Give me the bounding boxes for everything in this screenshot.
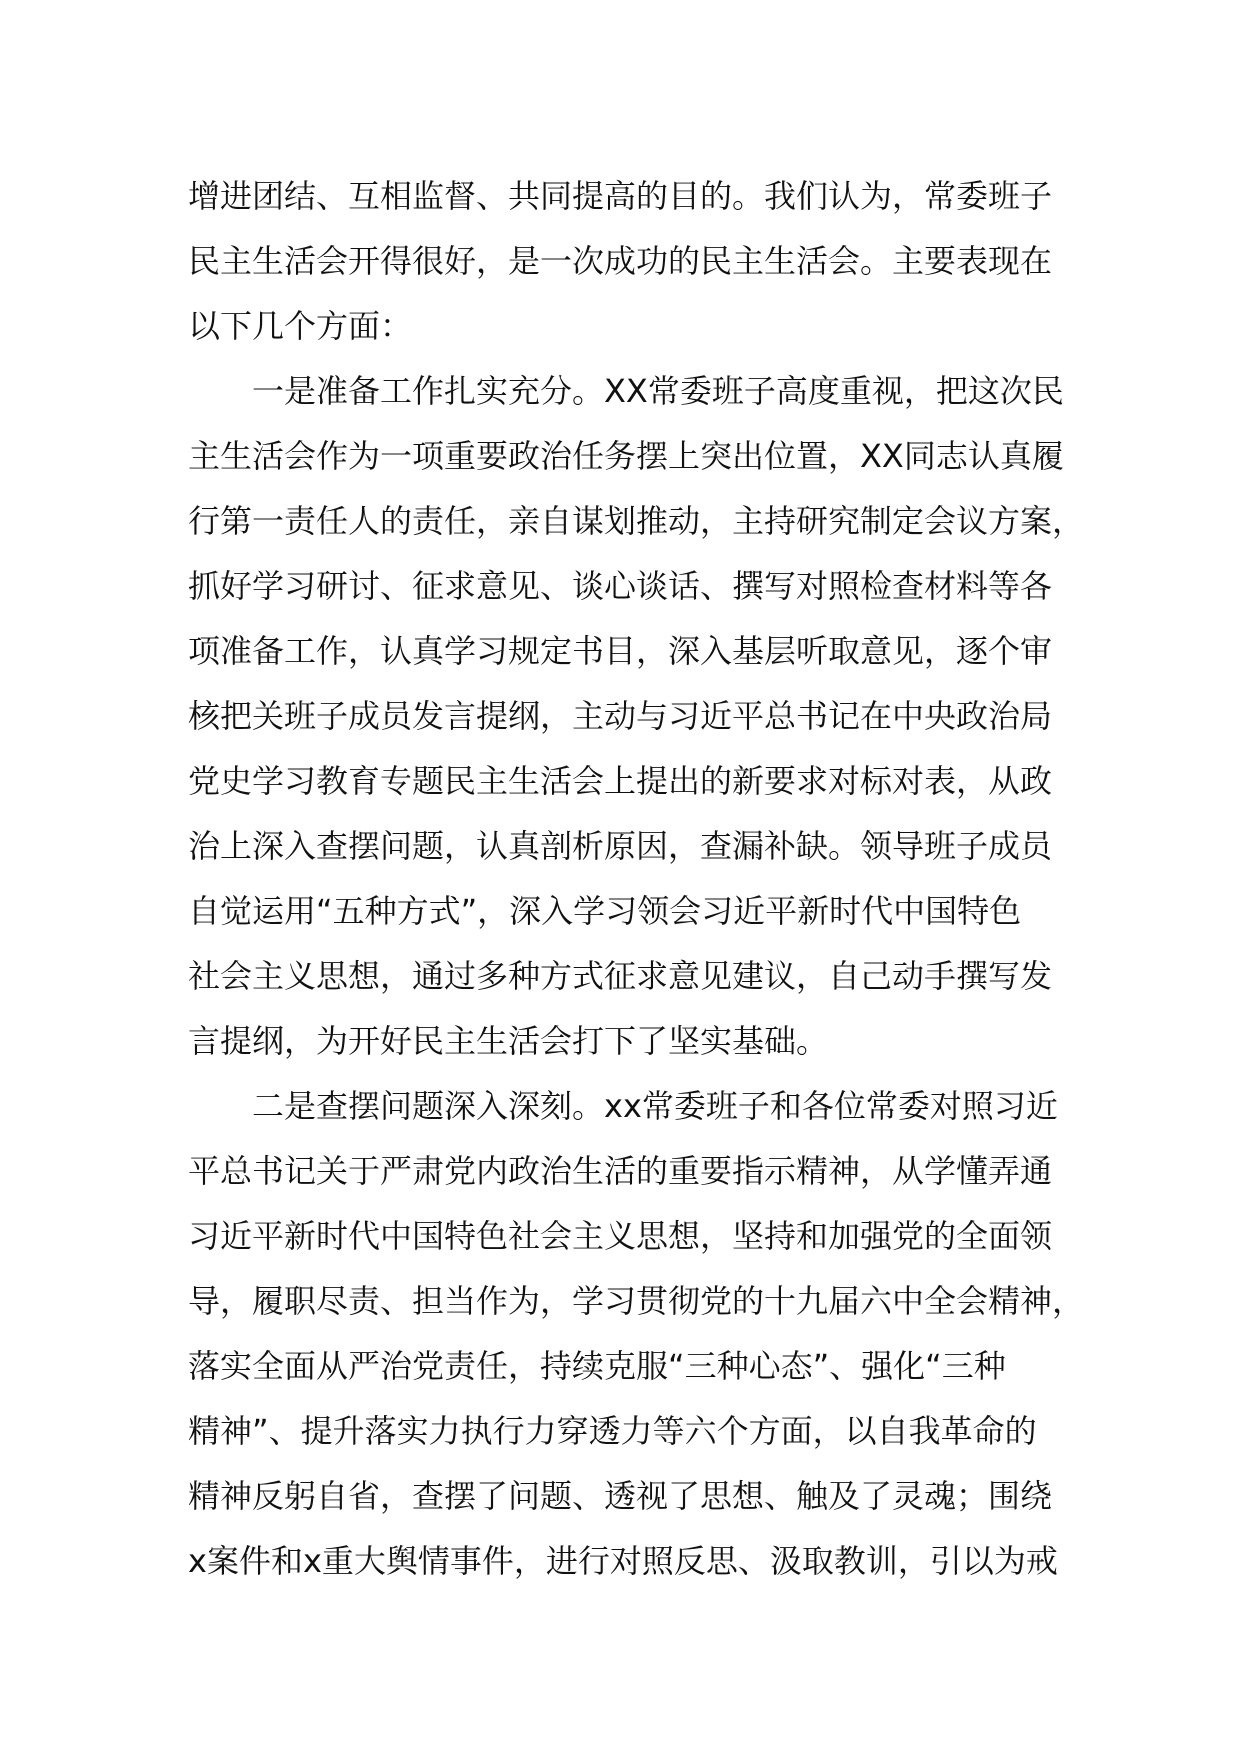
paragraph-line: 以下几个方面： (188, 307, 413, 345)
body-text (188, 164, 1088, 1594)
paragraph-line: 项准备工作，认真学习规定书目，深入基层听取意见，逐个审 (188, 632, 1053, 670)
paragraph-line: 主生活会作为一项重要政治任务摆上突出位置，XX同志认真履 (188, 437, 1064, 475)
paragraph-line: 落实全面从严治党责任，持续克服“三种心态”、强化“三种 (188, 1347, 1006, 1385)
paragraph-line: 精神反躬自省，查摆了问题、透视了思想、触及了灵魂；围绕 (188, 1477, 1053, 1515)
paragraph-line: 自觉运用“五种方式”，深入学习领会习近平新时代中国特色 (188, 892, 1022, 930)
paragraph-line: 抓好学习研讨、征求意见、谈心谈话、撰写对照检查材料等各 (188, 567, 1053, 605)
paragraph-line: 增进团结、互相监督、共同提高的目的。我们认为，常委班子 (188, 177, 1053, 215)
paragraph-line: x案件和x重大舆情事件，进行对照反思、汲取教训，引以为戒 (188, 1542, 1058, 1580)
paragraph-line: 党史学习教育专题民主生活会上提出的新要求对标对表，从政 (188, 762, 1053, 800)
paragraph-line: 民主生活会开得很好，是一次成功的民主生活会。主要表现在 (188, 242, 1053, 280)
paragraph-line: 精神”、提升落实力执行力穿透力等六个方面，以自我革命的 (188, 1412, 1037, 1450)
paragraph-first-line: 二是查摆问题深入深刻。xx常委班子和各位常委对照习近 (252, 1087, 1058, 1125)
paragraph-line: 行第一责任人的责任，亲自谋划推动，主持研究制定会议方案， (188, 502, 1085, 540)
paragraph-line: 核把关班子成员发言提纲，主动与习近平总书记在中央政治局 (188, 697, 1053, 735)
paragraph-line: 习近平新时代中国特色社会主义思想，坚持和加强党的全面领 (188, 1217, 1053, 1255)
paragraph-first-line: 一是准备工作扎实充分。XX常委班子高度重视，把这次民 (252, 372, 1064, 410)
paragraph-line: 治上深入查摆问题，认真剖析原因，查漏补缺。领导班子成员 (188, 827, 1053, 865)
paragraph-line: 平总书记关于严肃党内政治生活的重要指示精神，从学懂弄通 (188, 1152, 1053, 1190)
paragraph-line: 言提纲，为开好民主生活会打下了坚实基础。 (188, 1022, 829, 1060)
paragraph-line: 导，履职尽责、担当作为，学习贯彻党的十九届六中全会精神， (188, 1282, 1085, 1320)
paragraph-line: 社会主义思想，通过多种方式征求意见建议，自己动手撰写发 (188, 957, 1053, 995)
